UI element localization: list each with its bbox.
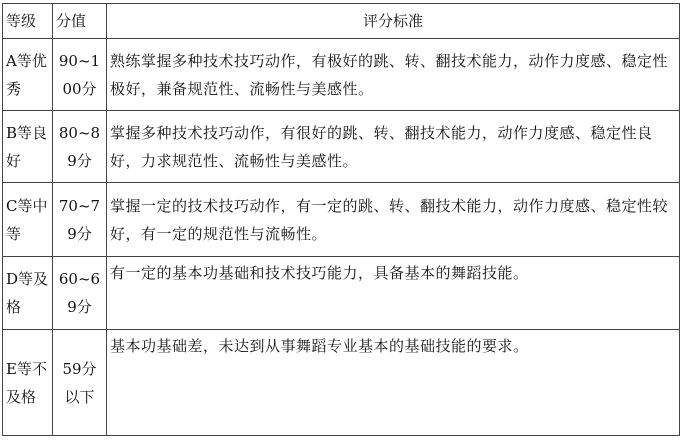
table-row	[3, 330, 680, 436]
grade-cell: B等良好	[3, 111, 53, 183]
table-row	[3, 257, 680, 330]
criteria-cell: 有一定的基本功基础和技术技巧能力，具备基本的舞蹈技能。	[107, 257, 680, 330]
grade-cell: A等优秀	[3, 39, 53, 111]
header-grade: 等级	[3, 4, 53, 39]
table-header-row	[3, 4, 680, 39]
table-row	[3, 111, 680, 183]
header-score: 分值	[53, 4, 107, 39]
score-cell: 80~89分	[53, 111, 107, 183]
score-cell: 60~69分	[53, 257, 107, 330]
score-cell: 90~100分	[53, 39, 107, 111]
table-row	[3, 39, 680, 111]
grade-cell: D等及格	[3, 257, 53, 330]
criteria-cell: 基本功基础差，未达到从事舞蹈专业基本的基础技能的要求。	[107, 330, 680, 436]
score-cell: 70~79分	[53, 183, 107, 257]
grading-table	[2, 3, 680, 436]
criteria-cell: 掌握一定的技术技巧动作，有一定的跳、转、翻技术能力，动作力度感、稳定性较好，有一定的规范性与流畅性。	[107, 183, 680, 257]
grade-cell: C等中等	[3, 183, 53, 257]
criteria-cell: 熟练掌握多种技术技巧动作，有极好的跳、转、翻技术能力，动作力度感、稳定性极好，兼备规范性、流畅性与美感性。	[107, 39, 680, 111]
header-criteria: 评分标准	[107, 4, 680, 39]
score-cell: 59分以下	[53, 330, 107, 436]
table-row	[3, 183, 680, 257]
criteria-cell: 掌握多种技术技巧动作，有很好的跳、转、翻技术能力，动作力度感、稳定性良好，力求规范性、流畅性与美感性。	[107, 111, 680, 183]
grade-cell: E等不及格	[3, 330, 53, 436]
